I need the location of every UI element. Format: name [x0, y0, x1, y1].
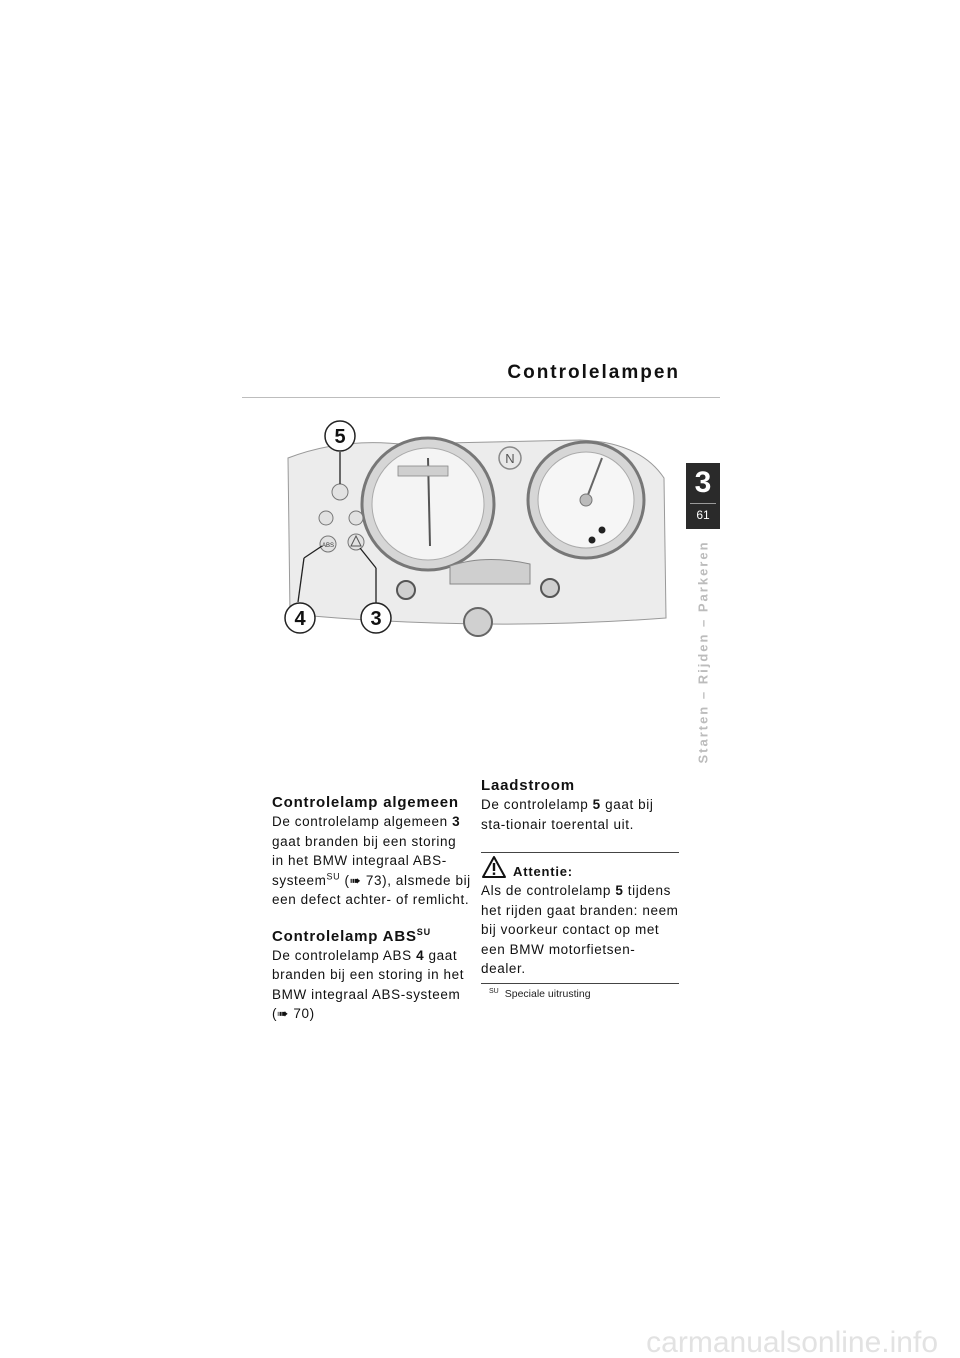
- attention-bottom-rule: [481, 983, 679, 984]
- instrument-panel-illustration: [280, 418, 670, 638]
- watermark-graphic: [0, 1330, 960, 1358]
- callout-4: 4: [294, 608, 306, 630]
- heading-controlelamp-algemeen: Controlelamp algemeen: [272, 794, 459, 811]
- heading-laadstroom: Laadstroom: [481, 777, 575, 794]
- left-column: [272, 794, 472, 1024]
- side-chapter-label: Starten – Rijden – Parkeren: [695, 540, 711, 764]
- page-title: Controlelampen: [507, 362, 680, 383]
- watermark: [0, 1330, 960, 1358]
- attention-text: Als de controlelamp 5 tijdens het rijden gaat branden: neem bij voorkeur contact op met een BMW motorfietsen-dealer.: [481, 883, 679, 976]
- paragraph-controlelamp-algemeen: De controlelamp algemeen 3 gaat branden bij een storing in het BMW integraal ABS-systeem$^{SU}$ (➠ 73), alsmede bij een defect achter- of remlicht.: [272, 814, 471, 907]
- right-column: [481, 777, 681, 834]
- attention-top-rule: [481, 852, 679, 853]
- warning-triangle-icon: [481, 855, 507, 879]
- attention-label: Attentie:: [513, 864, 573, 879]
- instrument-panel-figure: [280, 418, 670, 638]
- chapter-number: 3: [694, 466, 712, 499]
- footnote: $^{SU}$ Speciale uitrusting: [489, 987, 591, 1000]
- page-number: 61: [696, 508, 710, 522]
- svg-text:carmanualsonline.info: carmanualsonline.info: [646, 1330, 938, 1358]
- heading-controlelamp-abs: Controlelamp $ABS^{SU}$: [272, 926, 431, 945]
- callout-3: 3: [370, 608, 382, 630]
- attention-box: [481, 852, 679, 984]
- svg-text:N: N: [505, 451, 515, 466]
- callout-5: 5: [334, 426, 346, 448]
- chapter-tab: [686, 463, 720, 529]
- svg-text:ABS: ABS: [321, 543, 335, 549]
- title-divider: [242, 397, 720, 398]
- paragraph-laadstroom: De controlelamp 5 gaat bij sta-tionair toerental uit.: [481, 797, 654, 832]
- paragraph-controlelamp-abs: De controlelamp ABS 4 gaat branden bij een storing in het BMW integraal ABS-systeem (➠ 70): [272, 947, 465, 1021]
